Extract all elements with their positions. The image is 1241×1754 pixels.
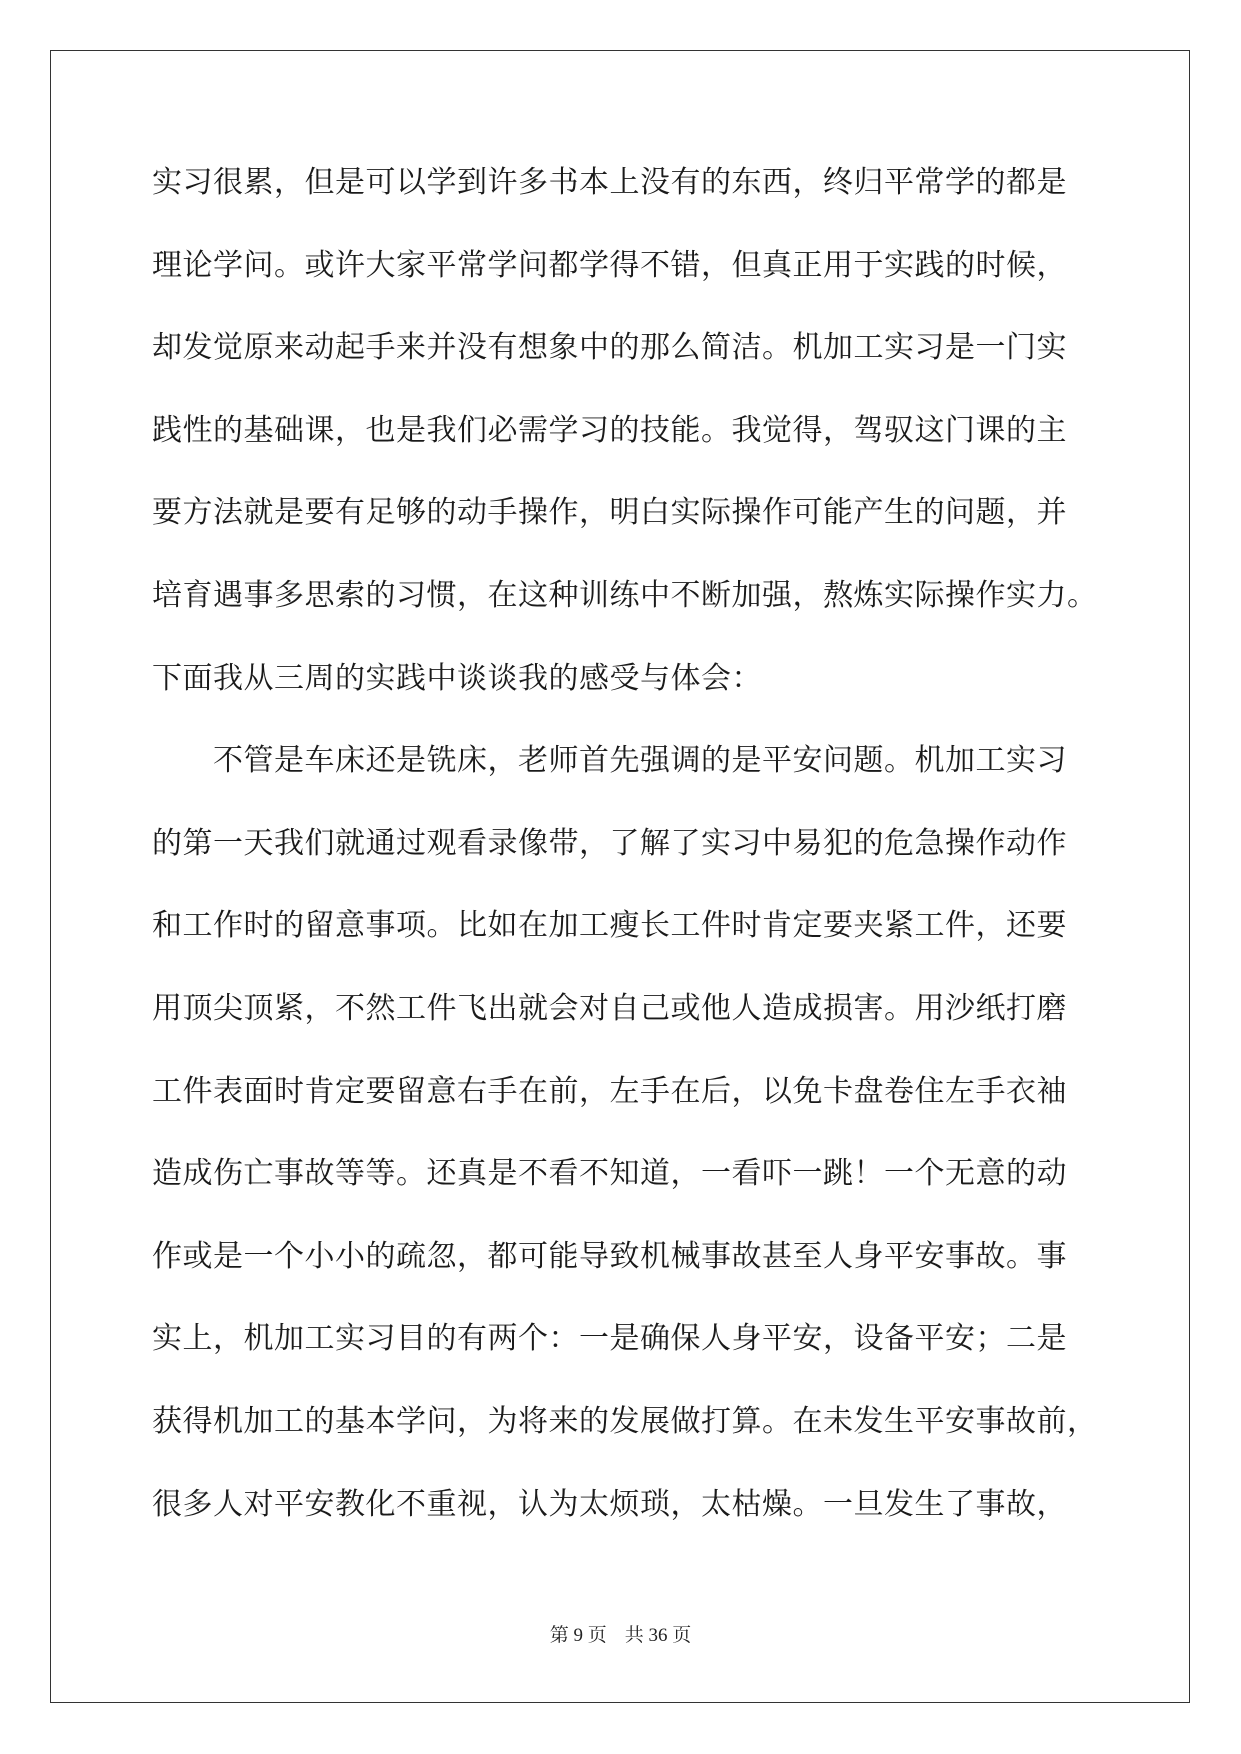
page-footer xyxy=(0,1620,1241,1647)
text-line: 工件表面时肯定要留意右手在前，左手在后，以免卡盘卷住左手衣袖 xyxy=(152,1073,1067,1109)
text-line: 实习很累，但是可以学到许多书本上没有的东西，终归平常学的都是 xyxy=(152,165,1067,200)
text-line: 要方法就是要有足够的动手操作，明白实际操作可能产生的问题，并 xyxy=(152,495,1067,531)
text-line: 造成伤亡事故等等。还真是不看不知道，一看吓一跳！一个无意的动 xyxy=(152,1156,1067,1192)
text-line: 不管是车床还是铣床，老师首先强调的是平安问题。机加工实习 xyxy=(152,743,1067,779)
text-line: 培育遇事多思索的习惯，在这种训练中不断加强，熬炼实际操作实力。 xyxy=(152,577,1098,613)
page-number: 第 9 页 xyxy=(549,1625,607,1646)
text-line: 获得机加工的基本学问，为将来的发展做打算。在未发生平安事故前， xyxy=(152,1403,1098,1439)
text-line: 却发觉原来动起手来并没有想象中的那么简洁。机加工实习是一门实 xyxy=(152,330,1067,366)
text-line: 的第一天我们就通过观看录像带，了解了实习中易犯的危急操作动作 xyxy=(152,825,1067,861)
text-line: 践性的基础课，也是我们必需学习的技能。我觉得，驾驭这门课的主 xyxy=(152,412,1067,448)
text-line: 和工作时的留意事项。比如在加工瘦长工件时肯定要夹紧工件，还要 xyxy=(152,908,1067,944)
text-line: 实上，机加工实习目的有两个：一是确保人身平安，设备平安；二是 xyxy=(152,1321,1067,1357)
text-line: 下面我从三周的实践中谈谈我的感受与体会： xyxy=(152,660,762,696)
body-text xyxy=(152,160,1102,1564)
text-line: 理论学问。或许大家平常学问都学得不错，但真正用于实践的时候， xyxy=(152,247,1067,283)
page-total: 共 36 页 xyxy=(624,1625,692,1646)
text-line: 用顶尖顶紧，不然工件飞出就会对自己或他人造成损害。用沙纸打磨 xyxy=(152,990,1067,1026)
text-line: 很多人对平安教化不重视，认为太烦琐，太枯燥。一旦发生了事故， xyxy=(152,1486,1067,1522)
text-line: 作或是一个小小的疏忽，都可能导致机械事故甚至人身平安事故。事 xyxy=(152,1238,1067,1274)
